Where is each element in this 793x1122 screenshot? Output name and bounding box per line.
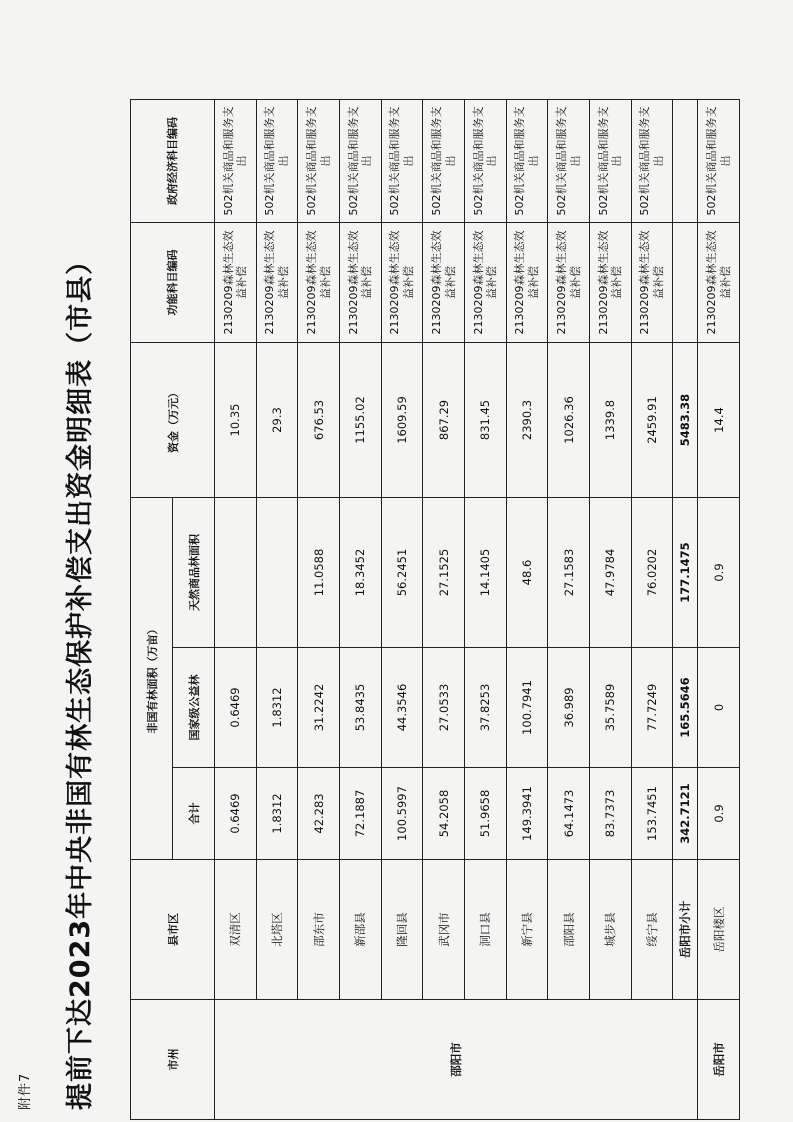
- attachment-label: 附件7: [18, 1072, 33, 1110]
- county-cell: 武冈市: [423, 860, 465, 1000]
- funds-cell: 1026.36: [548, 343, 590, 498]
- header-national: 国家级公益林: [173, 648, 215, 768]
- header-city: 市州: [131, 1000, 215, 1120]
- econ-cell: 502机关商品和服务支出: [506, 100, 548, 223]
- national-cell: 100.7941: [506, 648, 548, 768]
- funds-cell: 867.29: [423, 343, 465, 498]
- natural-cell: 27.1583: [548, 498, 590, 648]
- total-cell: 1.8312: [256, 768, 298, 860]
- table-frame: [130, 100, 740, 1120]
- subtotal-national: 165.5646: [673, 648, 698, 768]
- county-cell: 北塔区: [256, 860, 298, 1000]
- econ-cell: 502机关商品和服务支出: [698, 100, 740, 223]
- table-row: [465, 100, 507, 1120]
- subtotal-total: 342.7121: [673, 768, 698, 860]
- econ-cell: 502机关商品和服务支出: [631, 100, 673, 223]
- total-cell: 100.5997: [381, 768, 423, 860]
- funds-cell: 1339.8: [590, 343, 632, 498]
- natural-cell: 14.1405: [465, 498, 507, 648]
- natural-cell: 27.1525: [423, 498, 465, 648]
- total-cell: 153.7451: [631, 768, 673, 860]
- funds-cell: 10.35: [215, 343, 257, 498]
- county-cell: 岳阳楼区: [698, 860, 740, 1000]
- total-cell: 54.2058: [423, 768, 465, 860]
- subtotal-label: 岳阳市小计: [673, 860, 698, 1000]
- func-cell: 2130209森林生态效益补偿: [698, 223, 740, 343]
- national-cell: 27.0533: [423, 648, 465, 768]
- national-cell: 35.7589: [590, 648, 632, 768]
- total-cell: 64.1473: [548, 768, 590, 860]
- total-cell: 42.283: [298, 768, 340, 860]
- subtotal-econ-empty: [673, 100, 698, 223]
- total-cell: 149.3941: [506, 768, 548, 860]
- table-row: [256, 100, 298, 1120]
- econ-cell: 502机关商品和服务支出: [590, 100, 632, 223]
- natural-cell: [215, 498, 257, 648]
- func-cell: 2130209森林生态效益补偿: [465, 223, 507, 343]
- natural-cell: 76.0202: [631, 498, 673, 648]
- national-cell: 1.8312: [256, 648, 298, 768]
- funds-table: [130, 99, 740, 1120]
- county-cell: 洞口县: [465, 860, 507, 1000]
- subtotal-row: [673, 100, 698, 1120]
- total-cell: 83.7373: [590, 768, 632, 860]
- county-cell: 邵阳县: [548, 860, 590, 1000]
- national-cell: 0.6469: [215, 648, 257, 768]
- header-funds: 资金（万元）: [131, 343, 215, 498]
- natural-cell: 48.6: [506, 498, 548, 648]
- funds-cell: 29.3: [256, 343, 298, 498]
- national-cell: 77.7249: [631, 648, 673, 768]
- city-cell: 邵阳市: [215, 1000, 698, 1120]
- subtotal-funds: 5483.38: [673, 343, 698, 498]
- national-cell: 53.8435: [340, 648, 382, 768]
- county-cell: 双清区: [215, 860, 257, 1000]
- natural-cell: 18.3452: [340, 498, 382, 648]
- funds-cell: 831.45: [465, 343, 507, 498]
- funds-cell: 1155.02: [340, 343, 382, 498]
- subtotal-natural: 177.1475: [673, 498, 698, 648]
- national-cell: 31.2242: [298, 648, 340, 768]
- page-title: 提前下达2023年中央非国有林生态保护补偿支出资金明细表（市县）: [65, 246, 96, 1110]
- table-row: [631, 100, 673, 1120]
- national-cell: 44.3546: [381, 648, 423, 768]
- table-row: [506, 100, 548, 1120]
- func-cell: 2130209森林生态效益补偿: [215, 223, 257, 343]
- funds-cell: 1609.59: [381, 343, 423, 498]
- func-cell: 2130209森林生态效益补偿: [381, 223, 423, 343]
- national-cell: 0: [698, 648, 740, 768]
- funds-cell: 2390.3: [506, 343, 548, 498]
- econ-cell: 502机关商品和服务支出: [340, 100, 382, 223]
- econ-cell: 502机关商品和服务支出: [298, 100, 340, 223]
- func-cell: 2130209森林生态效益补偿: [298, 223, 340, 343]
- func-cell: 2130209森林生态效益补偿: [631, 223, 673, 343]
- county-cell: 隆回县: [381, 860, 423, 1000]
- econ-cell: 502机关商品和服务支出: [423, 100, 465, 223]
- table-row: [548, 100, 590, 1120]
- table-row: [340, 100, 382, 1120]
- header-county: 县市区: [131, 860, 215, 1000]
- table-row: [215, 100, 257, 1120]
- natural-cell: [256, 498, 298, 648]
- county-cell: 城步县: [590, 860, 632, 1000]
- func-cell: 2130209森林生态效益补偿: [590, 223, 632, 343]
- county-cell: 绥宁县: [631, 860, 673, 1000]
- funds-cell: 2459.91: [631, 343, 673, 498]
- county-cell: 新宁县: [506, 860, 548, 1000]
- total-cell: 72.1887: [340, 768, 382, 860]
- table-row: [423, 100, 465, 1120]
- natural-cell: 56.2451: [381, 498, 423, 648]
- econ-cell: 502机关商品和服务支出: [465, 100, 507, 223]
- national-cell: 37.8253: [465, 648, 507, 768]
- natural-cell: 11.0588: [298, 498, 340, 648]
- header-natural: 天然商品林面积: [173, 498, 215, 648]
- header-area-group: 非国有林面积（万亩）: [131, 498, 173, 860]
- func-cell: 2130209森林生态效益补偿: [506, 223, 548, 343]
- header-func-code: 功能科目编码: [131, 223, 215, 343]
- econ-cell: 502机关商品和服务支出: [215, 100, 257, 223]
- funds-cell: 14.4: [698, 343, 740, 498]
- func-cell: 2130209森林生态效益补偿: [256, 223, 298, 343]
- func-cell: 2130209森林生态效益补偿: [423, 223, 465, 343]
- county-cell: 新邵县: [340, 860, 382, 1000]
- table-row: [698, 100, 740, 1120]
- county-cell: 邵东市: [298, 860, 340, 1000]
- subtotal-func-empty: [673, 223, 698, 343]
- econ-cell: 502机关商品和服务支出: [548, 100, 590, 223]
- econ-cell: 502机关商品和服务支出: [256, 100, 298, 223]
- header-total: 合计: [173, 768, 215, 860]
- header-econ-code: 政府经济科目编码: [131, 100, 215, 223]
- econ-cell: 502机关商品和服务支出: [381, 100, 423, 223]
- natural-cell: 0.9: [698, 498, 740, 648]
- city-cell: 岳阳市: [698, 1000, 740, 1120]
- funds-cell: 676.53: [298, 343, 340, 498]
- table-row: [590, 100, 632, 1120]
- total-cell: 0.9: [698, 768, 740, 860]
- table-row: [298, 100, 340, 1120]
- total-cell: 51.9658: [465, 768, 507, 860]
- func-cell: 2130209森林生态效益补偿: [340, 223, 382, 343]
- table-row: [381, 100, 423, 1120]
- national-cell: 36.989: [548, 648, 590, 768]
- total-cell: 0.6469: [215, 768, 257, 860]
- natural-cell: 47.9784: [590, 498, 632, 648]
- func-cell: 2130209森林生态效益补偿: [548, 223, 590, 343]
